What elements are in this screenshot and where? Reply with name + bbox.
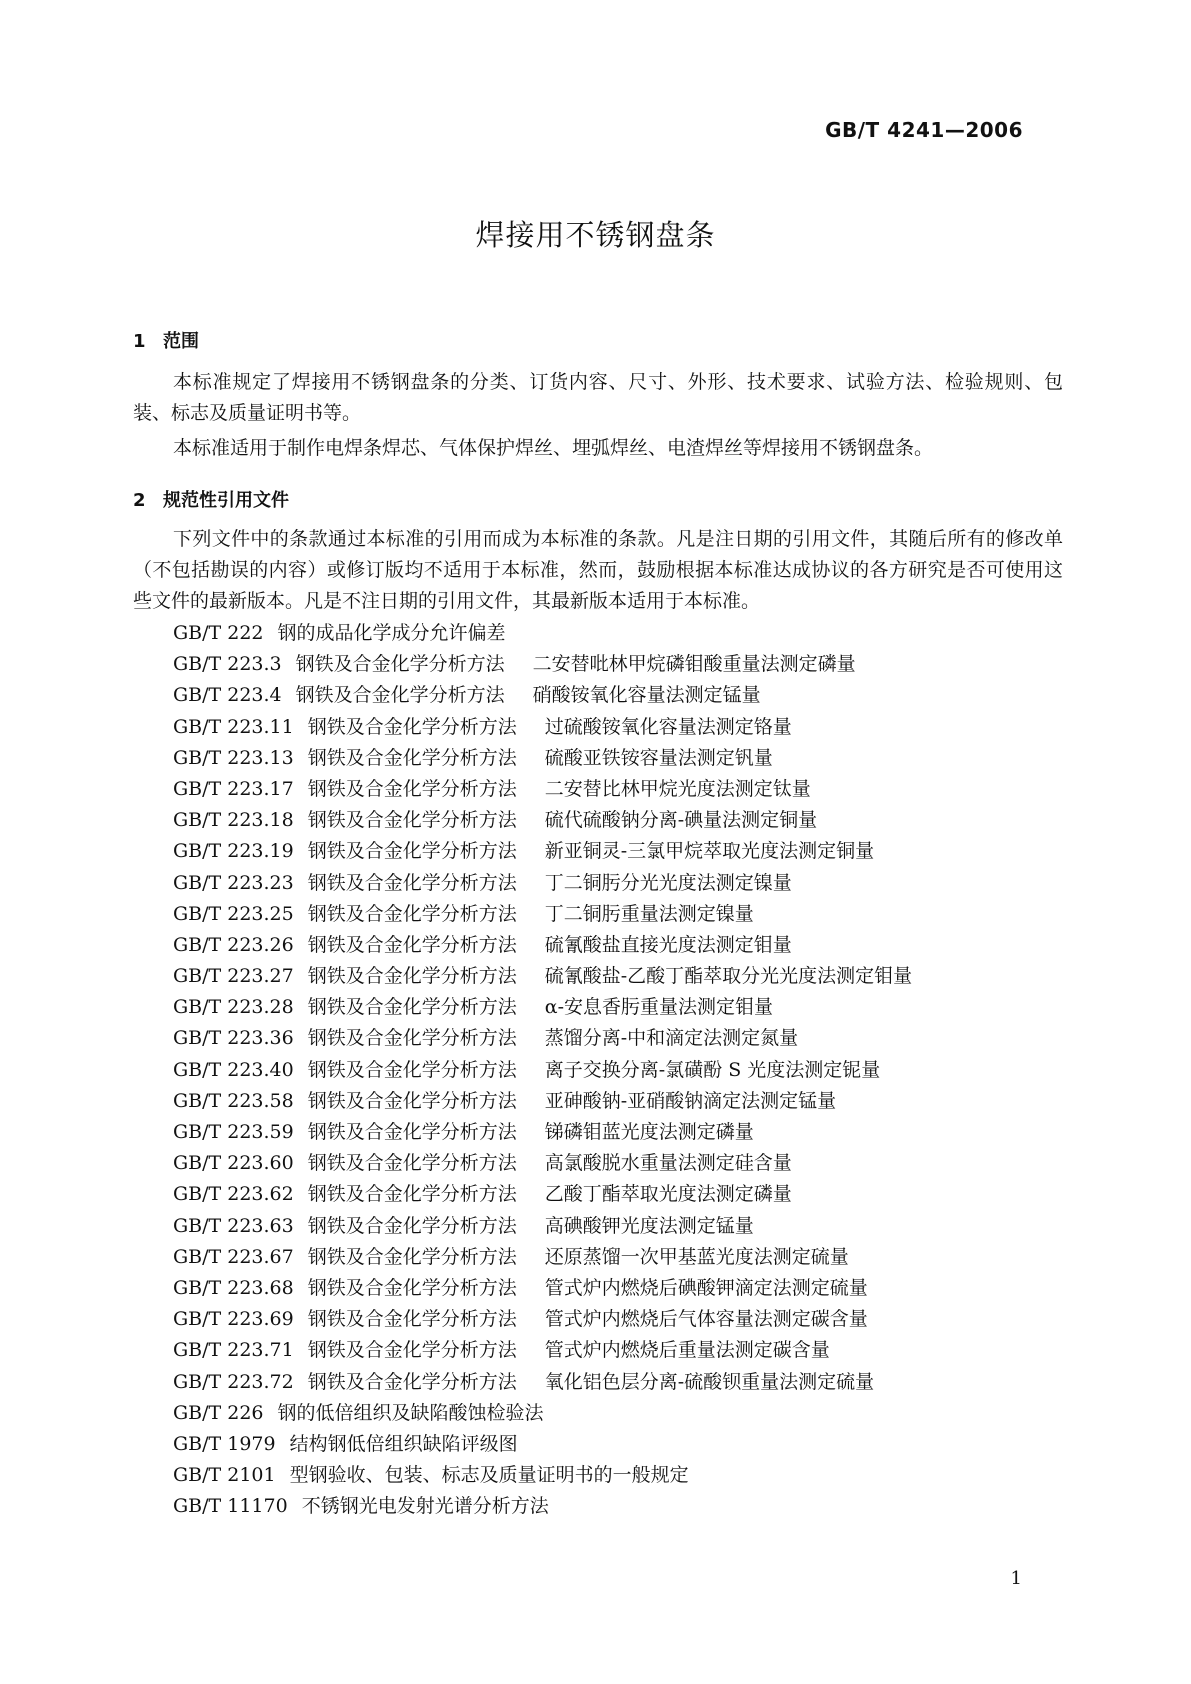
reference-title: 钢铁及合金化学分析方法 [307,1276,517,1299]
reference-title: 钢铁及合金化学分析方法 [295,684,505,707]
reference-code: GB/T 223.11 [173,715,294,738]
reference-item [173,712,940,743]
reference-item [173,618,940,649]
reference-item [173,1086,940,1117]
reference-title: 钢铁及合金化学分析方法 [307,871,517,894]
reference-item [173,1398,940,1429]
reference-title: 结构钢低倍组织缺陷评级图 [289,1432,518,1455]
reference-item [173,1367,940,1398]
reference-title: 钢铁及合金化学分析方法 [307,840,517,863]
reference-item [173,1335,940,1366]
reference-code: GB/T 223.59 [173,1121,294,1143]
reference-item [173,1429,940,1460]
reference-code: GB/T 223.28 [173,996,294,1019]
reference-title: 型钢验收、包装、标志及质量证明书的一般规定 [289,1464,689,1487]
reference-code: GB/T 223.63 [173,1214,294,1237]
reference-title: 钢铁及合金化学分析方法 [307,965,517,988]
reference-method: 二安替比林甲烷光度法测定钛量 [544,777,811,800]
reference-code: GB/T 223.13 [173,746,294,769]
reference-title: 钢铁及合金化学分析方法 [307,1089,517,1112]
reference-code: GB/T 223.23 [173,871,294,894]
reference-code: GB/T 1979 [173,1432,276,1455]
reference-code: GB/T 223.17 [173,777,294,800]
reference-method: 高碘酸钾光度法测定锰量 [544,1214,754,1237]
reference-item [173,836,940,867]
reference-method: 硫氰酸盐-乙酸丁酯萃取分光光度法测定钼量 [544,965,913,988]
reference-title: 钢铁及合金化学分析方法 [307,809,517,832]
reference-item [173,1304,940,1335]
section-2-number: 2 [133,490,146,511]
reference-method: 管式炉内燃烧后碘酸钾滴定法测定硫量 [544,1276,868,1299]
reference-method: 高氯酸脱水重量法测定硅含量 [544,1152,792,1175]
reference-method: 二安替吡林甲烷磷钼酸重量法测定磷量 [532,653,856,676]
reference-title: 钢铁及合金化学分析方法 [295,653,505,676]
reference-code: GB/T 223.72 [173,1370,294,1393]
reference-list [173,618,940,1522]
reference-item [173,1460,940,1491]
reference-code: GB/T 223.36 [173,1027,294,1050]
section-1-heading [133,327,199,353]
reference-title: 钢铁及合金化学分析方法 [307,1058,517,1081]
document-title: 焊接用不锈钢盘条 [475,218,716,252]
reference-title: 钢铁及合金化学分析方法 [307,746,517,769]
reference-item [173,930,940,961]
reference-title: 钢铁及合金化学分析方法 [307,1245,517,1268]
standard-code: GB/T 4241—2006 [825,118,1023,142]
reference-item [173,1211,940,1242]
reference-code: GB/T 11170 [173,1495,288,1518]
reference-title: 钢铁及合金化学分析方法 [307,1214,517,1237]
reference-method: 新亚铜灵-三氯甲烷萃取光度法测定铜量 [544,840,875,863]
reference-method: 管式炉内燃烧后气体容量法测定碳含量 [544,1308,868,1331]
reference-item [173,1491,940,1522]
reference-method: 乙酸丁酯萃取光度法测定磷量 [544,1183,792,1206]
reference-title: 钢铁及合金化学分析方法 [307,1308,517,1331]
reference-method: 离子交换分离-氯磺酚 S 光度法测定铌量 [544,1058,881,1081]
reference-code: GB/T 223.27 [173,965,294,988]
section-1-paragraph-2: 本标准适用于制作电焊条焊芯、气体保护焊丝、埋弧焊丝、电渣焊丝等焊接用不锈钢盘条。 [173,437,934,459]
reference-method: α-安息香肟重量法测定钼量 [544,996,774,1019]
reference-title: 钢铁及合金化学分析方法 [307,996,517,1019]
reference-code: GB/T 223.4 [173,684,282,707]
reference-method: 丁二铜肟重量法测定镍量 [544,902,754,925]
reference-item [173,1148,940,1179]
reference-title: 钢铁及合金化学分析方法 [307,715,517,738]
reference-method: 还原蒸馏一次甲基蓝光度法测定硫量 [544,1245,849,1268]
reference-item [173,1055,940,1086]
reference-item [173,899,940,930]
reference-method: 管式炉内燃烧后重量法测定碳含量 [544,1339,830,1362]
reference-title: 钢的低倍组织及缺陷酸蚀检验法 [277,1401,544,1424]
reference-item [173,649,940,680]
reference-title: 钢的成品化学成分允许偏差 [277,622,506,644]
reference-title: 不锈钢光电发射光谱分析方法 [301,1495,549,1518]
reference-method: 硫氰酸盐直接光度法测定钼量 [544,933,792,956]
reference-title: 钢铁及合金化学分析方法 [307,1152,517,1175]
section-1-number: 1 [133,331,146,352]
reference-item [173,680,940,711]
section-1-title: 范围 [163,331,199,352]
reference-code: GB/T 223.67 [173,1245,294,1268]
reference-code: GB/T 223.60 [173,1152,294,1175]
reference-title: 钢铁及合金化学分析方法 [307,933,517,956]
reference-item [173,1117,940,1148]
reference-code: GB/T 223.25 [173,902,294,925]
reference-code: GB/T 223.18 [173,809,294,832]
section-2-title: 规范性引用文件 [163,490,289,511]
section-1-paragraph-1: 本标准规定了焊接用不锈钢盘条的分类、订货内容、尺寸、外形、技术要求、试验方法、检验规则、包装、标志及质量证明书等。 [133,371,1063,424]
reference-item [173,992,940,1023]
reference-item [173,1273,940,1304]
reference-title: 钢铁及合金化学分析方法 [307,1183,517,1206]
reference-item [173,805,940,836]
reference-item [173,1242,940,1273]
page-number: 1 [1010,1568,1022,1589]
reference-title: 钢铁及合金化学分析方法 [307,1370,517,1393]
reference-code: GB/T 222 [173,622,264,644]
reference-item [173,868,940,899]
reference-title: 钢铁及合金化学分析方法 [307,1027,517,1050]
reference-code: GB/T 223.40 [173,1058,294,1081]
reference-code: GB/T 223.26 [173,933,294,956]
section-2-intro: 下列文件中的条款通过本标准的引用而成为本标准的条款。凡是注日期的引用文件，其随后所有的修改单（不包括勘误的内容）或修订版均不适用于本标准，然而，鼓励根据本标准达成协议的各方研究是否可使用这些文件的最新版本。凡是不注日期的引用文件，其最新版本适用于本标准。 [133,528,1063,612]
reference-code: GB/T 223.62 [173,1183,294,1206]
section-2-heading [133,486,289,512]
reference-code: GB/T 223.69 [173,1308,294,1331]
reference-code: GB/T 223.58 [173,1089,294,1112]
reference-code: GB/T 223.3 [173,653,282,676]
reference-item [173,774,940,805]
reference-method: 蒸馏分离-中和滴定法测定氮量 [544,1027,799,1050]
reference-title: 钢铁及合金化学分析方法 [307,777,517,800]
reference-method: 锑磷钼蓝光度法测定磷量 [544,1121,754,1143]
reference-title: 钢铁及合金化学分析方法 [307,1121,517,1143]
reference-code: GB/T 223.19 [173,840,294,863]
reference-method: 氧化铝色层分离-硫酸钡重量法测定硫量 [544,1370,875,1393]
reference-item [173,961,940,992]
reference-code: GB/T 2101 [173,1464,276,1487]
reference-code: GB/T 226 [173,1401,264,1424]
reference-title: 钢铁及合金化学分析方法 [307,902,517,925]
reference-method: 亚砷酸钠-亚硝酸钠滴定法测定锰量 [544,1089,837,1112]
reference-method: 过硫酸铵氧化容量法测定铬量 [544,715,792,738]
reference-code: GB/T 223.68 [173,1276,294,1299]
reference-method: 丁二铜肟分光光度法测定镍量 [544,871,792,894]
reference-item [173,1179,940,1210]
reference-method: 硫酸亚铁铵容量法测定钒量 [544,746,773,769]
reference-title: 钢铁及合金化学分析方法 [307,1339,517,1362]
reference-method: 硫代硫酸钠分离-碘量法测定铜量 [544,809,818,832]
reference-method: 硝酸铵氧化容量法测定锰量 [532,684,761,707]
reference-item [173,743,940,774]
reference-item [173,1023,940,1054]
reference-code: GB/T 223.71 [173,1339,294,1362]
